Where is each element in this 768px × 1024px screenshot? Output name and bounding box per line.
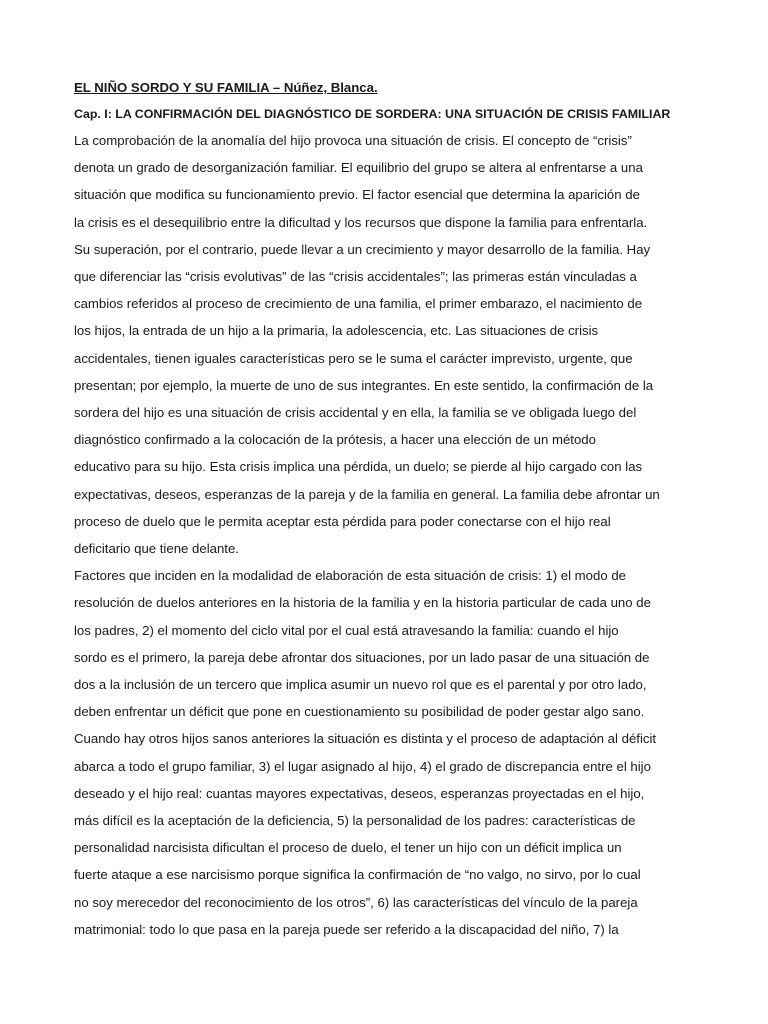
text-line: matrimonial: todo lo que pasa en la pareja puede ser referido a la discapacidad del niño, 7) la <box>74 921 619 937</box>
text-line: los padres, 2) el momento del ciclo vital por el cual está atravesando la familia: cuando el hijo <box>74 622 619 638</box>
text-line: no soy merecedor del reconocimiento de los otros”, 6) las características del vínculo de la pareja <box>74 894 638 910</box>
text-line: dos a la inclusión de un tercero que implica asumir un nuevo rol que es el parental y por otro lado, <box>74 677 647 693</box>
text-line: Cuando hay otros hijos sanos anteriores la situación es distinta y el proceso de adaptación al déficit <box>74 731 657 747</box>
text-line: deseado y el hijo real: cuantas mayores expectativas, deseos, esperanzas proyectadas en el hijo, <box>74 785 645 801</box>
text-line: fuerte ataque a ese narcisismo porque significa la confirmación de “no valgo, no sirvo, por lo cual <box>74 867 641 883</box>
text-line: resolución de duelos anteriores en la historia de la familia y en la historia particular de cada uno de <box>74 595 651 611</box>
text-line: deficitario que tiene delante. <box>74 541 239 557</box>
text-line: presentan; por ejemplo, la muerte de uno de sus integrantes. En este sentido, la confirmación de la <box>74 377 654 393</box>
text-line: los hijos, la entrada de un hijo a la primaria, la adolescencia, etc. Las situaciones de crisis <box>74 323 599 339</box>
text-line: denota un grado de desorganización familiar. El equilibrio del grupo se altera al enfrentarse a una <box>74 160 643 176</box>
text-line: situación que modifica su funcionamiento previo. El factor esencial que determina la aparición de <box>74 187 640 203</box>
paragraph <box>74 127 696 562</box>
text-line: expectativas, deseos, esperanzas de la pareja y de la familia en general. La familia debe afrontar un <box>74 486 660 502</box>
text-line: Su superación, por el contrario, puede llevar a un crecimiento y mayor desarrollo de la familia. Hay <box>74 241 651 257</box>
text-line: que diferenciar las “crisis evolutivas” de las “crisis accidentales”; las primeras están vinculadas a <box>74 269 637 285</box>
text-line: personalidad narcisista dificultan el proceso de duelo, el tener un hijo con un déficit implica un <box>74 840 622 856</box>
text-line: La comprobación de la anomalía del hijo provoca una situación de crisis. El concepto de “crisis” <box>74 133 632 148</box>
text-line: Factores que inciden en la modalidad de elaboración de esta situación de crisis: 1) el modo de <box>74 568 627 584</box>
text-line: deben enfrentar un déficit que pone en cuestionamiento su posibilidad de poder gestar algo sano. <box>74 704 645 720</box>
document-body <box>74 127 696 943</box>
chapter-title: Cap. I: LA CONFIRMACIÓN DEL DIAGNÓSTICO DE SORDERA: UNA SITUACIÓN DE CRISIS FAMILIAR <box>74 107 671 121</box>
text-line: cambios referidos al proceso de crecimiento de una familia, el primer embarazo, el nacimiento de <box>74 296 643 312</box>
text-line: más difícil es la aceptación de la deficiencia, 5) la personalidad de los padres: características de <box>74 813 636 829</box>
text-line: educativo para su hijo. Esta crisis implica una pérdida, un duelo; se pierde al hijo cargado con las <box>74 459 643 475</box>
text-line: sordo es el primero, la pareja debe afrontar dos situaciones, por un lado pasar de una situación de <box>74 649 650 665</box>
text-line: proceso de duelo que le permita aceptar esta pérdida para poder conectarse con el hijo real <box>74 513 611 529</box>
document-page <box>74 78 696 943</box>
text-line: diagnóstico confirmado a la colocación de la prótesis, a hacer una elección de un método <box>74 432 596 448</box>
document-title: EL NIÑO SORDO Y SU FAMILIA – Núñez, Blanca. <box>74 80 378 95</box>
text-line: accidentales, tienen iguales características pero se le suma el carácter imprevisto, urgente, que <box>74 350 633 366</box>
text-line: abarca a todo el grupo familiar, 3) el lugar asignado al hijo, 4) el grado de discrepancia entre el hijo <box>74 758 651 774</box>
text-line: sordera del hijo es una situación de crisis accidental y en ella, la familia se ve obligada luego del <box>74 405 637 421</box>
paragraph <box>74 562 696 943</box>
text-line: la crisis es el desequilibrio entre la dificultad y los recursos que dispone la familia para enfrentarla. <box>74 214 648 230</box>
